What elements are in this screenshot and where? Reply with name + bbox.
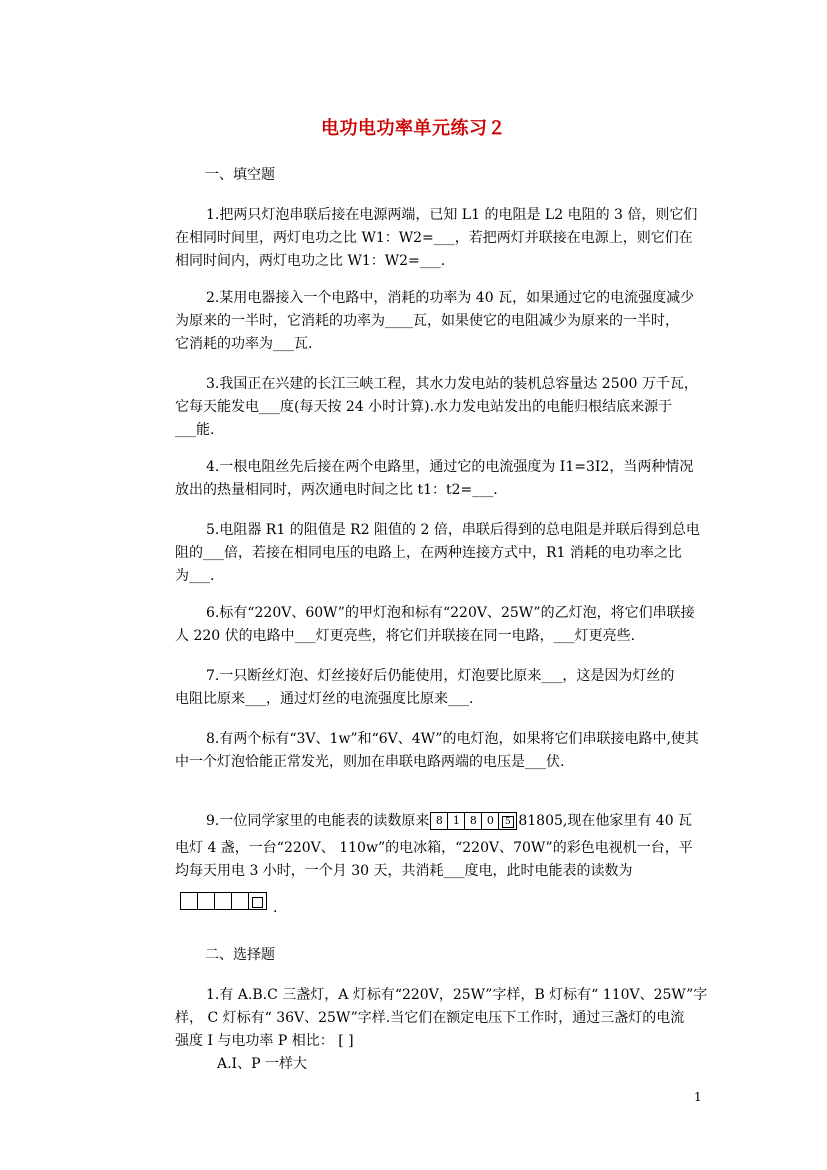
q6-line-2: 人 220 伏的电路中___灯更亮些，将它们并联接在同一电路，___灯更亮些. (175, 628, 636, 644)
q9-line-1 (175, 810, 715, 833)
c1-line-1: 1.有 A.B.C 三盏灯，A 灯标有“220V，25W”字样，B 灯标有“ 110V、25W”字 (206, 987, 708, 1003)
q2-line-2: 为原来的一半时，它消耗的功率为____瓦，如果使它的电阻减少为原来的一半时， (175, 313, 679, 329)
answer-digit-box (232, 893, 249, 909)
meter-digit: 0 (482, 813, 499, 829)
q2-line-1: 2.某用电器接入一个电路中，消耗的功率为 40 瓦，如果通过它的电流强度减少 (206, 290, 695, 306)
choice-question-1 (175, 984, 715, 1076)
q8-line-2: 中一个灯泡恰能正常发光，则加在串联电路两端的电压是___伏. (175, 754, 565, 770)
q1-line-3: 相同时间内，两灯电功之比 W1：W2=___. (175, 253, 446, 269)
q7-line-2: 电阻比原来___，通过灯丝的电流强度比原来___. (175, 691, 474, 707)
q5-line-2: 阻的___倍，若接在相同电压的电路上，在两种连接方式中，R1 消耗的电功率之比 (175, 545, 682, 561)
page-number: 1 (694, 1090, 702, 1104)
q8-line-1: 8.有两个标有“3V、1w”和“6V、4W”的电灯泡，如果将它们串联接电路中,使其 (206, 731, 699, 747)
q3-line-3: ___能. (175, 422, 215, 438)
question-4 (175, 456, 715, 502)
question-8 (175, 728, 715, 774)
question-2 (175, 287, 715, 356)
answer-digit-box (198, 893, 215, 909)
q7-line-1: 7.一只断丝灯泡、灯丝接好后仍能使用，灯泡要比原来___，这是因为灯丝的 (206, 668, 675, 684)
q1-line-1: 1.把两只灯泡串联后接在电源两端，已知 L1 的电阻是 L2 电阻的 3 倍，则它们 (206, 207, 698, 223)
section-heading-fill-in: 一、填空题 (205, 167, 275, 183)
q3-line-2: 它每天能发电___度(每天按 24 小时计算).水力发电站发出的电能归根结底来源于 (175, 399, 673, 415)
question-9 (175, 810, 715, 883)
meter-decimal-value: 5 (502, 816, 514, 828)
q9-line-2: 电灯 4 盏，一台“220V、 110w”的电冰箱，“220V、70W”的彩色电视机一台，平 (175, 840, 693, 856)
meter-decimal-digit (499, 813, 516, 829)
meter-reading-answer-box (180, 892, 267, 910)
answer-decimal-inner-box (252, 897, 263, 908)
meter-digit: 8 (465, 813, 482, 829)
q9-line-3: 均每天用电 3 小时，一个月 30 天，共消耗___度电，此时电能表的读数为 (175, 863, 633, 879)
meter-reading-original (430, 812, 517, 830)
q4-line-1: 4.一根电阻丝先后接在两个电路里，通过它的电流强度为 I1=3I2，当两种情况 (206, 459, 694, 475)
answer-digit-box (215, 893, 232, 909)
c1-line-3: 强度 I 与电功率 P 相比： [ ] (175, 1033, 354, 1049)
section-heading-multiple-choice: 二、选择题 (205, 947, 275, 963)
q3-line-1: 3.我国正在兴建的长江三峡工程，其水力发电站的装机总容量达 2500 万千瓦， (206, 376, 698, 392)
answer-digit-box (181, 893, 198, 909)
c1-option-a: A.I、P 一样大 (217, 1056, 307, 1072)
page-title: 电功电功率单元练习２ (321, 118, 506, 139)
q5-line-3: 为___. (175, 568, 215, 584)
question-7 (175, 665, 715, 711)
question-3 (175, 373, 715, 442)
question-5 (175, 519, 715, 588)
meter-digit: 8 (431, 813, 448, 829)
q6-line-1: 6.标有“220V、60W”的甲灯泡和标有“220V、25W”的乙灯泡，将它们串联接 (206, 605, 695, 621)
question-1 (175, 204, 715, 273)
q1-line-2: 在相同时间里，两灯电功之比 W1：W2=___，若把两灯并联接在电源上，则它们在 (175, 230, 693, 246)
q9-text-after-meter: 81805,现在他家里有 40 瓦 (518, 813, 693, 829)
q4-line-2: 放出的热量相同时，两次通电时间之比 t1：t2=___. (175, 482, 498, 498)
q9-end-period: . (273, 900, 278, 916)
q5-line-1: 5.电阻器 R1 的阻值是 R2 阻值的 2 倍，串联后得到的总电阻是并联后得到总电 (206, 522, 700, 538)
meter-digit: 1 (448, 813, 465, 829)
question-6 (175, 602, 715, 648)
q2-line-3: 它消耗的功率为___瓦. (175, 336, 313, 352)
answer-decimal-box (249, 893, 266, 909)
c1-line-2: 样， C 灯标有“ 36V、25W”字样.当它们在额定电压下工作时，通过三盏灯的电流 (175, 1010, 685, 1026)
q9-text-before-meter: 9.一位同学家里的电能表的读数原来 (206, 813, 430, 829)
